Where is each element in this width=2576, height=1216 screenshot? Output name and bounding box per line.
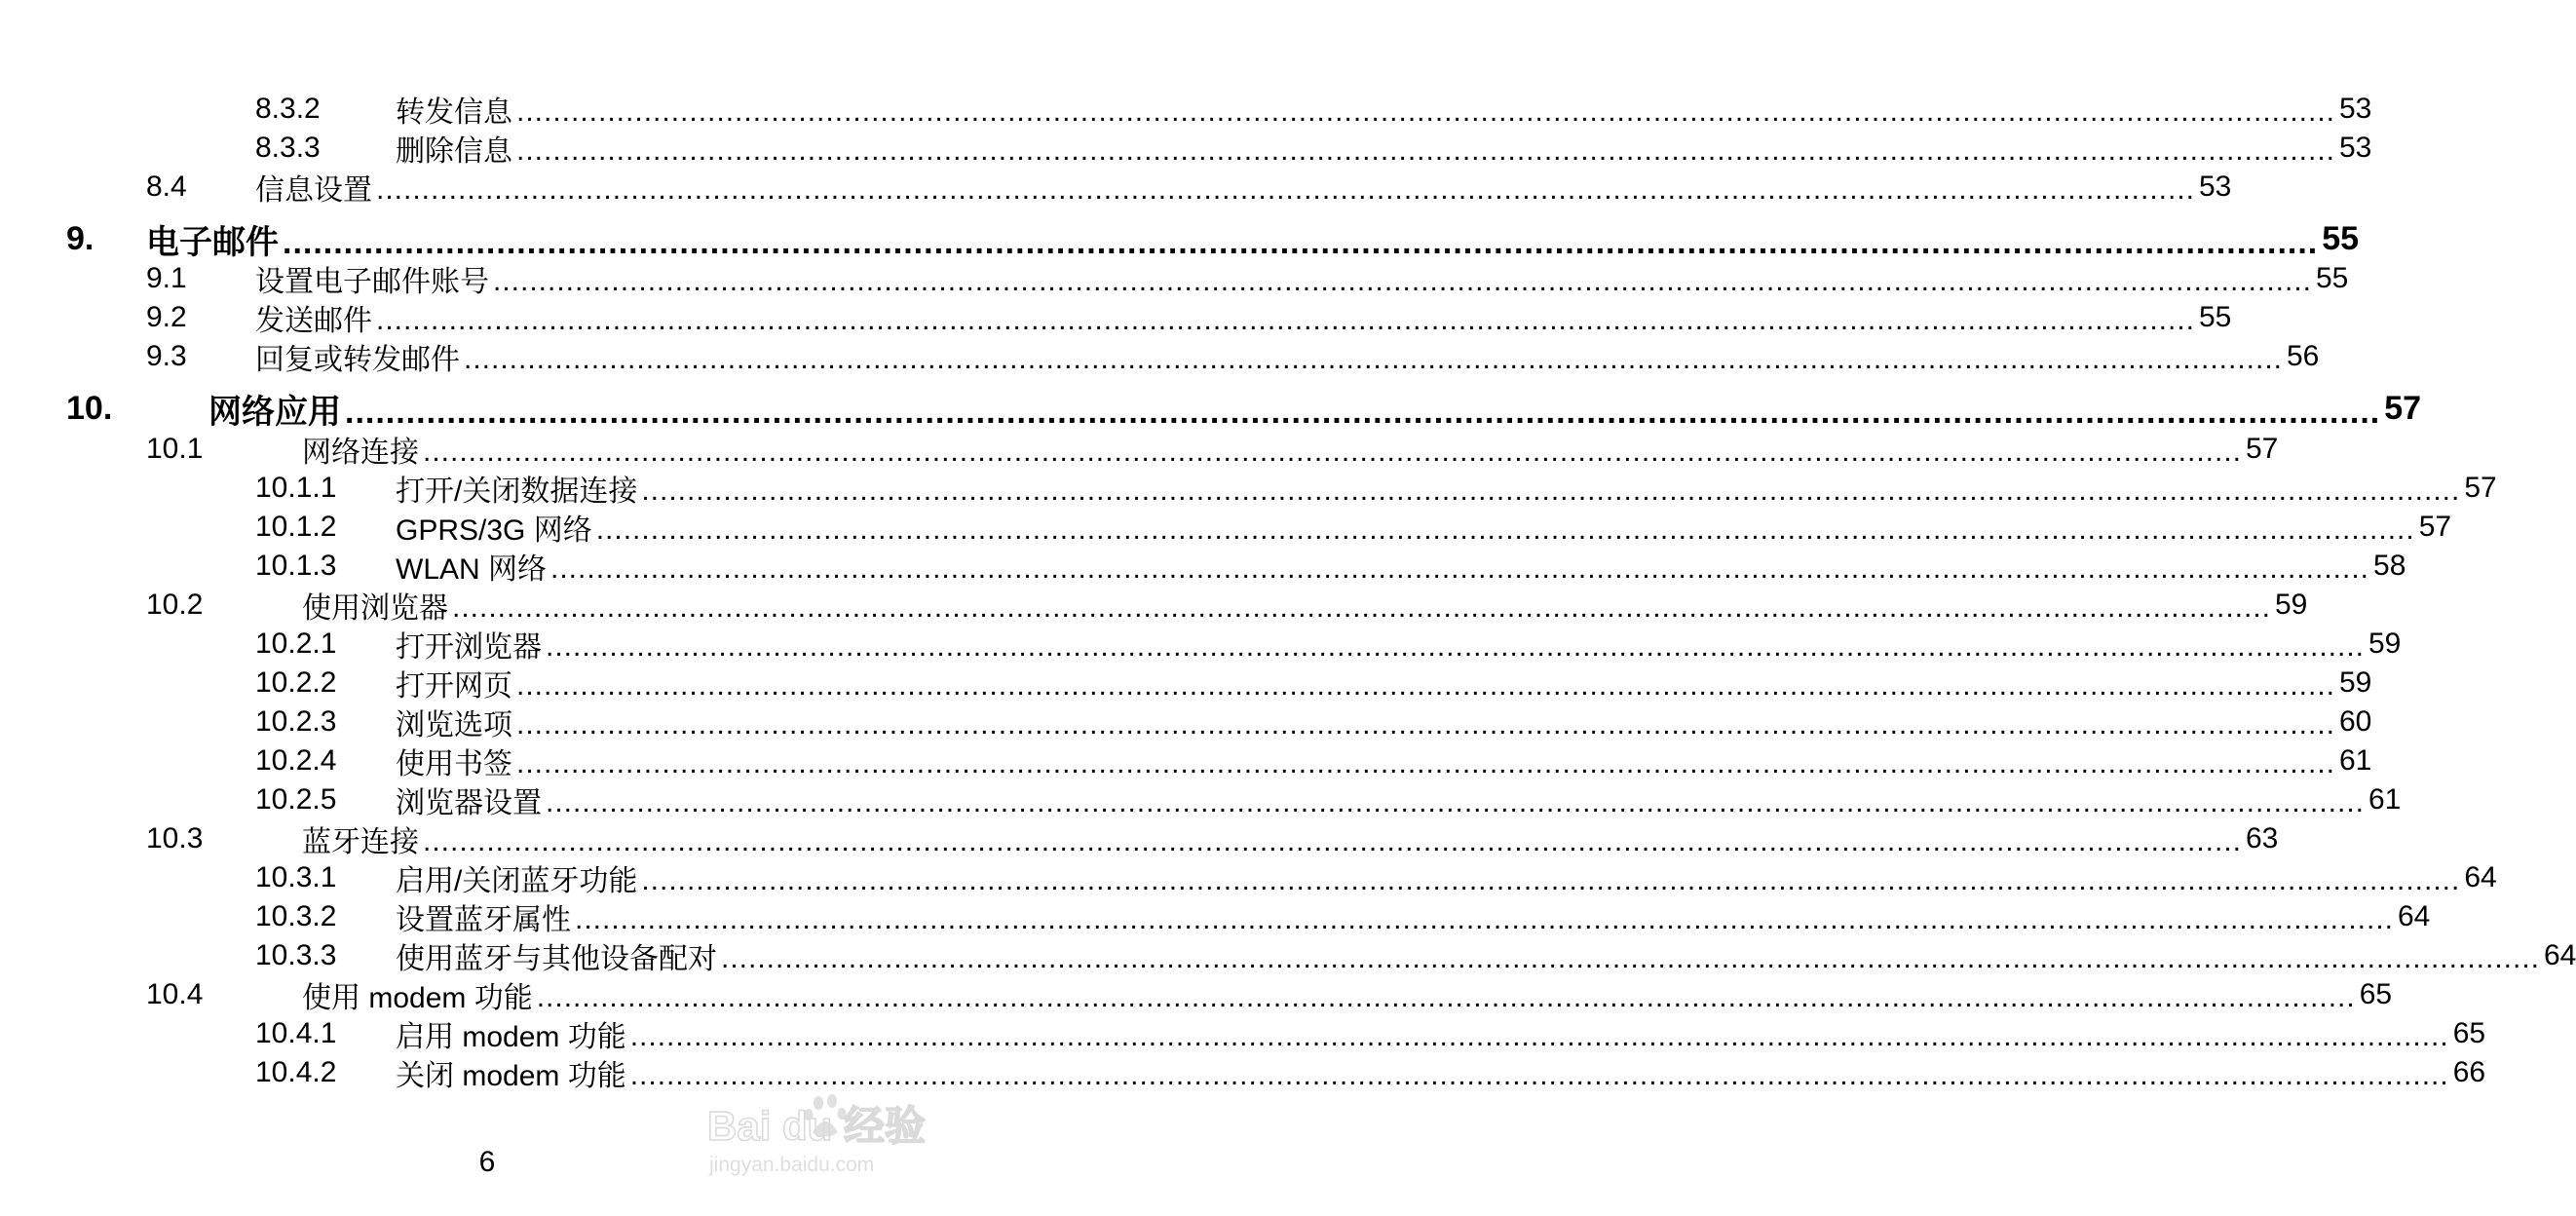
toc-entry-title: 回复或转发邮件 xyxy=(255,344,460,376)
toc-entry-page: 56 xyxy=(2287,340,2320,372)
toc-entry-title: 启用/关闭蓝牙功能 xyxy=(396,865,638,897)
toc-entry[interactable] xyxy=(255,897,2431,936)
toc-entry[interactable] xyxy=(146,430,2279,469)
toc-entry-title: 网络应用 xyxy=(208,393,341,431)
toc-entry-title: 发送邮件 xyxy=(255,305,372,337)
dot-leader: ........................................................................................................................................................................................................ xyxy=(493,265,2312,297)
toc-entry-page: 55 xyxy=(2322,219,2360,257)
dot-leader: ........................................................................................................................................................................................................ xyxy=(423,825,2242,857)
toc-entry-page: 55 xyxy=(2316,262,2349,294)
toc-entry-page: 59 xyxy=(2275,589,2308,621)
toc-entry-page: 65 xyxy=(2359,978,2393,1010)
toc-entry[interactable] xyxy=(255,858,2497,897)
toc-entry-title: 打开网页 xyxy=(396,670,512,703)
toc-entry-title: 浏览选项 xyxy=(396,709,512,741)
toc-entry-page: 53 xyxy=(2339,132,2372,164)
toc-entry[interactable] xyxy=(255,780,2402,819)
toc-entry-title: 信息设置 xyxy=(255,174,372,207)
dot-leader: ........................................................................................................................................................................................................ xyxy=(423,436,2242,468)
dot-leader: ........................................................................................................................................................................................................ xyxy=(641,864,2461,896)
dot-leader: ........................................................................................................................................................................................................ xyxy=(629,1059,2449,1091)
dot-leader: ........................................................................................................................................................................................................ xyxy=(546,630,2365,663)
dot-leader: ........................................................................................................................................................................................................ xyxy=(516,669,2335,702)
toc-entry-number: 10.1.3 xyxy=(255,550,337,582)
toc-entry-page: 63 xyxy=(2246,822,2279,855)
watermark-brand: Bai du 经验 xyxy=(707,1103,927,1149)
toc-entry[interactable] xyxy=(255,129,2372,168)
toc-entry-page: 66 xyxy=(2452,1056,2486,1088)
toc-entry[interactable] xyxy=(146,259,2349,298)
toc-entry-number: 10.1.1 xyxy=(255,472,337,504)
toc-entry[interactable] xyxy=(255,703,2372,741)
dot-leader: ........................................................................................................................................................................................................ xyxy=(550,552,2370,585)
toc-entry-title: 删除信息 xyxy=(396,135,512,168)
dot-leader: ........................................................................................................................................................................................................ xyxy=(629,1020,2449,1052)
toc-entry-number: 10.2.2 xyxy=(255,666,337,699)
toc-entry[interactable] xyxy=(255,469,2497,508)
toc-entry-title: 使用蓝牙与其他设备配对 xyxy=(396,943,717,975)
toc-entry-number: 9.2 xyxy=(146,301,187,333)
toc-entry-number: 10.1 xyxy=(146,433,204,465)
toc-entry-title: 启用 modem 功能 xyxy=(396,1021,626,1053)
dot-leader: ........................................................................................................................................................................................................ xyxy=(516,95,2335,128)
toc-entry-number: 10.2.1 xyxy=(255,627,337,660)
toc-entry[interactable] xyxy=(146,168,2232,207)
toc-entry-number: 10.4 xyxy=(146,978,204,1010)
toc-entry-page: 64 xyxy=(2398,900,2431,932)
toc-entry-page: 65 xyxy=(2452,1017,2486,1049)
toc-entry[interactable] xyxy=(255,936,2576,975)
dot-leader: ........................................................................................................................................................................................................ xyxy=(376,304,2195,336)
toc-entry-number: 10.1.2 xyxy=(255,511,337,543)
dot-leader: ........................................................................................................................................................................................................ xyxy=(641,475,2461,507)
toc-entry-number: 10.3.1 xyxy=(255,861,337,893)
toc-entry-number: 10.2.5 xyxy=(255,783,337,816)
toc-entry[interactable] xyxy=(255,547,2406,586)
toc-entry-number: 10.2.3 xyxy=(255,705,337,738)
dot-leader: ........................................................................................................................................................................................................ xyxy=(546,786,2365,818)
toc-entry-page: 55 xyxy=(2199,301,2232,333)
toc-entry[interactable] xyxy=(255,625,2402,664)
dot-leader: ........................................................................................................................................................................................................ xyxy=(376,173,2195,206)
toc-entry-number: 10.3.2 xyxy=(255,900,337,932)
toc-entry-page: 61 xyxy=(2339,744,2372,777)
toc-entry[interactable] xyxy=(255,1014,2486,1053)
toc-entry-number: 10. xyxy=(66,389,113,427)
toc-entry-title: 蓝牙连接 xyxy=(302,826,419,858)
toc-entry-page: 57 xyxy=(2418,511,2452,543)
toc-entry-page: 53 xyxy=(2199,171,2232,203)
dot-leader: ........................................................................................................................................................................................................ xyxy=(345,394,2381,431)
toc-entry-title: 使用浏览器 xyxy=(302,592,448,625)
toc-entry-title: 打开浏览器 xyxy=(396,631,542,664)
toc-entry-page: 64 xyxy=(2544,939,2576,971)
page-number: 6 xyxy=(478,1146,496,1178)
toc-entry-number: 8.4 xyxy=(146,171,187,203)
toc-entry-page: 61 xyxy=(2368,783,2402,816)
toc-entry-page: 64 xyxy=(2464,861,2497,893)
toc-entry[interactable] xyxy=(146,819,2279,858)
toc-entry-number: 9.1 xyxy=(146,262,187,294)
toc-entry[interactable] xyxy=(146,586,2308,625)
toc-entry-number: 10.4.2 xyxy=(255,1056,337,1088)
toc-entry-title: 使用 modem 功能 xyxy=(302,982,533,1014)
dot-leader: ........................................................................................................................................................................................................ xyxy=(283,224,2319,261)
toc-entry-number: 8.3.3 xyxy=(255,132,321,164)
dot-leader: ........................................................................................................................................................................................................ xyxy=(536,981,2356,1013)
toc-entry-page: 57 xyxy=(2384,389,2422,427)
toc-entry-number: 10.3.3 xyxy=(255,939,337,971)
toc-entry-number: 10.4.1 xyxy=(255,1017,337,1049)
toc-entry-page: 57 xyxy=(2246,433,2279,465)
toc-entry-page: 53 xyxy=(2339,93,2372,125)
toc-entry-number: 9. xyxy=(66,219,95,257)
toc-entry-title: 转发信息 xyxy=(396,96,512,129)
toc-chapter-entry[interactable] xyxy=(66,216,2360,261)
toc-entry-page: 59 xyxy=(2339,666,2372,699)
toc-entry-title: 关闭 modem 功能 xyxy=(396,1060,626,1092)
dot-leader: ........................................................................................................................................................................................................ xyxy=(516,134,2335,167)
toc-entry-title: 设置蓝牙属性 xyxy=(396,904,571,936)
toc-entry-title: 网络连接 xyxy=(302,437,419,469)
toc-entry-number: 8.3.2 xyxy=(255,93,321,125)
toc-entry-number: 10.2 xyxy=(146,589,204,621)
toc-entry[interactable] xyxy=(255,664,2372,703)
toc-entry-title: 打开/关闭数据连接 xyxy=(396,475,638,508)
toc-entry[interactable] xyxy=(255,508,2452,547)
toc-entry-page: 57 xyxy=(2464,472,2497,504)
toc-entry[interactable] xyxy=(146,975,2393,1014)
toc-entry[interactable] xyxy=(146,298,2232,337)
toc-entry-page: 60 xyxy=(2339,705,2372,738)
dot-leader: ........................................................................................................................................................................................................ xyxy=(595,513,2415,546)
baidu-jingyan-watermark xyxy=(703,1089,947,1177)
toc-entry-page: 58 xyxy=(2373,550,2406,582)
toc-entry-number: 9.3 xyxy=(146,340,187,372)
toc-entry-title: 使用书签 xyxy=(396,748,512,780)
watermark-url: jingyan.baidu.com xyxy=(709,1154,875,1176)
dot-leader: ........................................................................................................................................................................................................ xyxy=(464,343,2283,375)
dot-leader: ........................................................................................................................................................................................................ xyxy=(452,591,2271,624)
toc-chapter-entry[interactable] xyxy=(66,386,2422,431)
toc-entry-title: 浏览器设置 xyxy=(396,787,542,819)
dot-leader: ........................................................................................................................................................................................................ xyxy=(516,747,2335,779)
toc-entry-title: 设置电子邮件账号 xyxy=(255,266,489,298)
toc-entry[interactable] xyxy=(146,337,2320,376)
toc-entry-page: 59 xyxy=(2368,627,2402,660)
toc-entry-title: GPRS/3G 网络 xyxy=(396,514,592,547)
dot-leader: ........................................................................................................................................................................................................ xyxy=(721,942,2540,974)
toc-entry-number: 10.2.4 xyxy=(255,744,337,777)
toc-entry-title: WLAN 网络 xyxy=(396,553,548,586)
toc-entry[interactable] xyxy=(255,741,2372,780)
toc-entry-number: 10.3 xyxy=(146,822,204,855)
dot-leader: ........................................................................................................................................................................................................ xyxy=(516,708,2335,741)
toc-entry-title: 电子邮件 xyxy=(146,223,279,261)
toc-entry[interactable] xyxy=(255,1053,2486,1092)
toc-entry[interactable] xyxy=(255,90,2372,129)
dot-leader: ........................................................................................................................................................................................................ xyxy=(575,903,2394,935)
